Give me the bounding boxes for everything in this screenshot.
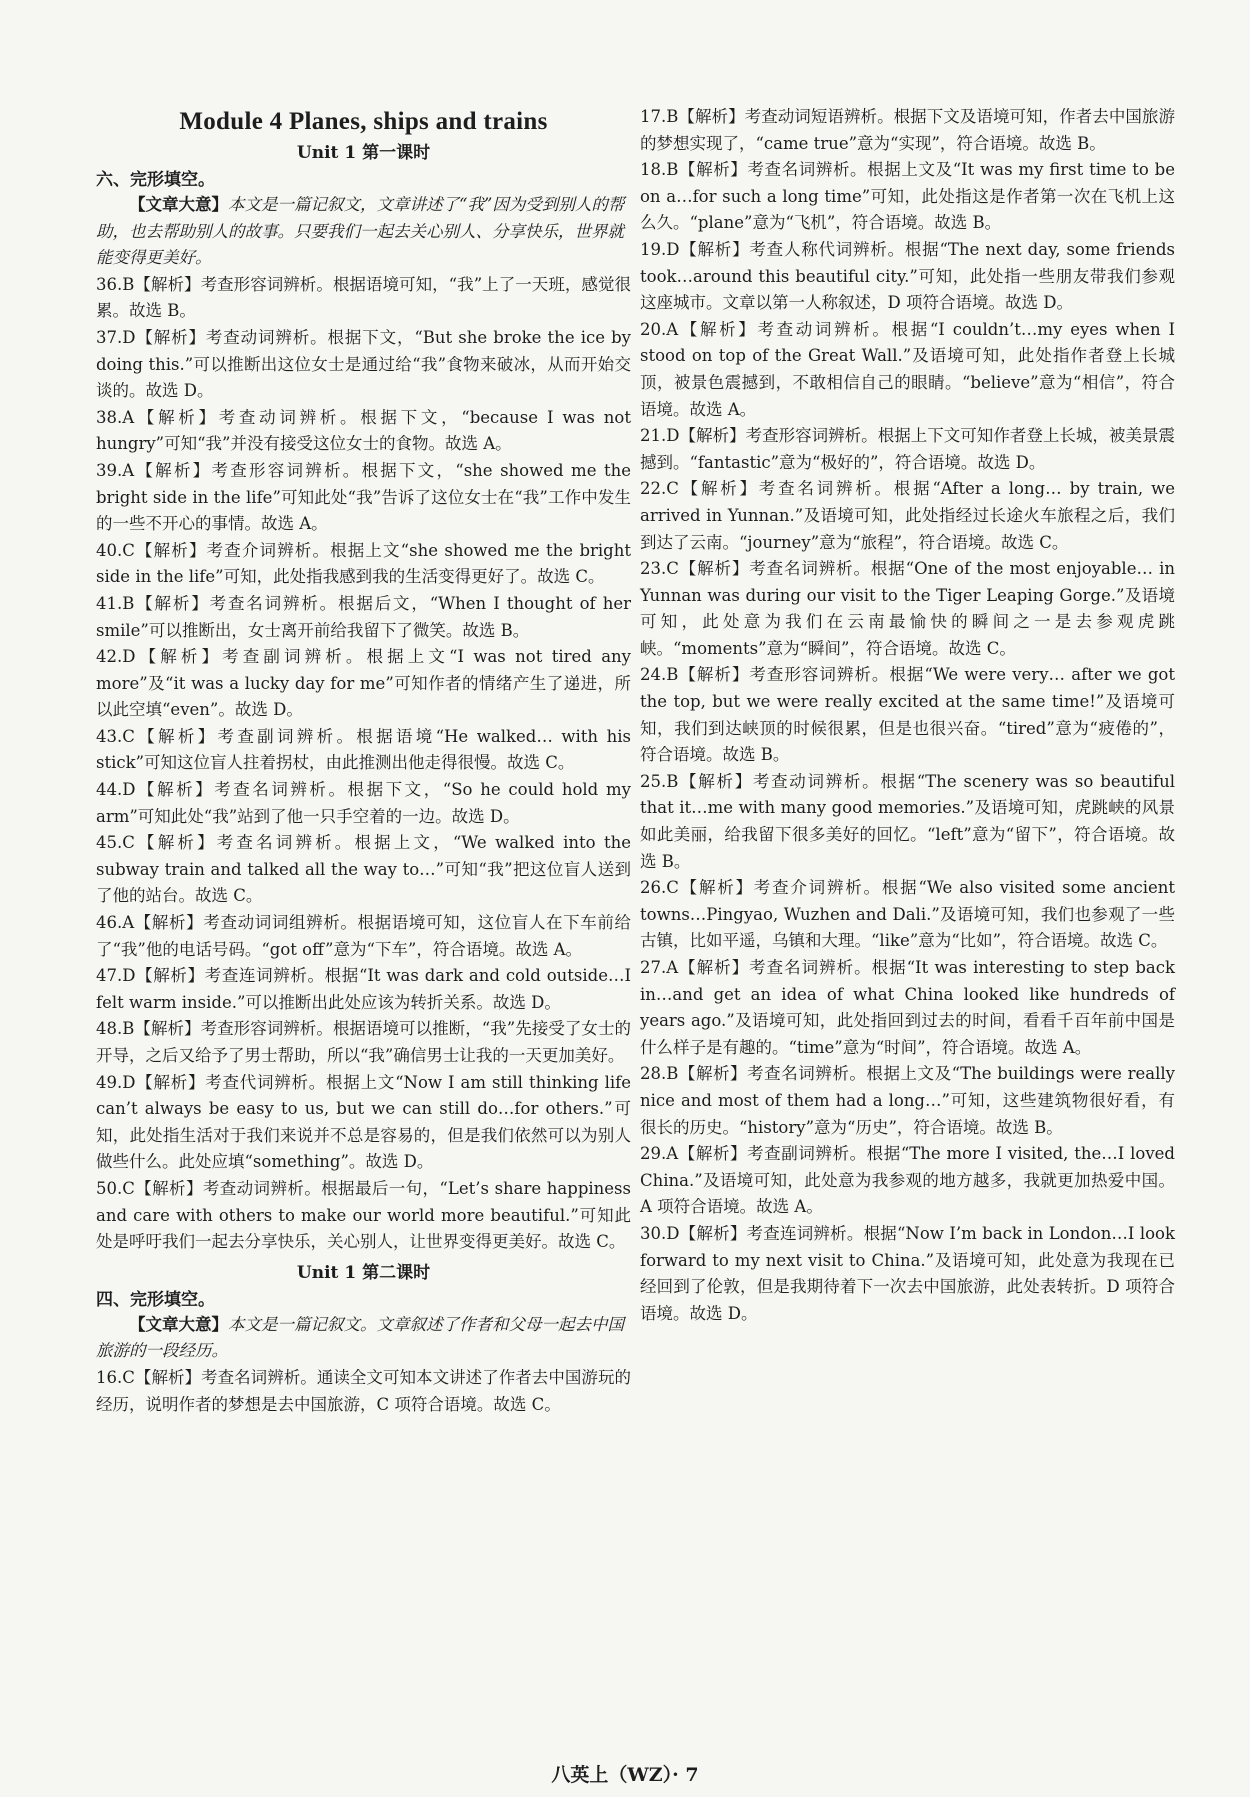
section-heading-6: 六、完形填空。 <box>96 170 215 190</box>
answer-item: 21.D【解析】考查形容词辨析。根据上下文可知作者登上长城，被美景震撼到。“fantastic”意为“极好的”，符合语境。故选 D。 <box>640 426 1175 472</box>
answer-item: 22.C【解析】考查名词辨析。根据“After a long… by train, we arrived in Yunnan.”及语境可知，此处指经过长途火车旅程之后，我们到达了云南。“journey”意为“旅程”，符合语境。故选 C。 <box>640 479 1175 552</box>
answer-item: 42.D【解析】考查副词辨析。根据上文“I was not tired any more”及“it was a lucky day for me”可知作者的情绪产生了递进，所以此空填“even”。故选 D。 <box>96 647 631 720</box>
answer-item: 49.D【解析】考查代词辨析。根据上文“Now I am still thinking life can’t always be easy to us, but we can still do…for others.”可知，此处指生活对于我们来说并不总是容易的，但是我们依然可以为别人做些什么。此处应填“something”。故选 D。 <box>96 1072 631 1172</box>
page-footer: 八英上（WZ）· 7 <box>551 1764 699 1786</box>
module-title: Module 4 Planes, ships and trains <box>179 108 548 135</box>
answer-item: 27.A【解析】考查名词辨析。根据“It was interesting to step back in…and get an idea of what China looked like hundreds of years ago.”及语境可知，此处指回到过去的时间，看看千百年前中国是什么样子是有趣的。“time”意为“时间”，符合语境。故选 A。 <box>640 958 1175 1057</box>
answer-item: 17.B【解析】考查动词短语辨析。根据下文及语境可知，作者去中国旅游的梦想实现了，“came true”意为“实现”，符合语境。故选 B。 <box>640 107 1175 153</box>
answer-item: 29.A【解析】考查副词辨析。根据“The more I visited, the…I loved China.”及语境可知，此处意为我参观的地方越多，我就更加热爱中国。A 项符合语境。故选 A。 <box>640 1144 1175 1217</box>
answer-item: 44.D【解析】考查名词辨析。根据下文，“So he could hold my arm”可知此处“我”站到了他一只手空着的一边。故选 D。 <box>96 780 631 826</box>
answer-item: 48.B【解析】考查形容词辨析。根据语境可以推断，“我”先接受了女士的开导，之后又给予了男士帮助，所以“我”确信男士让我的一天更加美好。 <box>96 1019 631 1065</box>
answer-item: 24.B【解析】考查形容词辨析。根据“We were very… after we got the top, but we were really excited at the same time!”及语境可知，我们到达峡顶的时候很累，但是也很兴奋。“tired”意为“疲倦的”，符合语境。故选 B。 <box>640 665 1175 765</box>
unit-title-lesson1: Unit 1 第一课时 <box>296 143 431 163</box>
answer-item: 38.A【解析】考查动词辨析。根据下文，“because I was not hungry”可知“我”并没有接受这位女士的食物。故选 A。 <box>96 407 631 454</box>
answer-item: 18.B【解析】考查名词辨析。根据上文及“It was my first time to be on a…for such a long time”可知，此处指这是作者第一次在飞机上这么久。“plane”意为“飞机”，符合语境。故选 B。 <box>640 160 1175 233</box>
answer-item: 46.A【解析】考查动词词组辨析。根据语境可知，这位盲人在下车前给了“我”他的电话号码。“got off”意为“下车”，符合语境。故选 A。 <box>96 913 631 959</box>
article-summary-2 <box>96 1312 631 1365</box>
answer-item: 16.C【解析】考查名词辨析。通读全文可知本文讲述了作者去中国游玩的经历，说明作者的梦想是去中国旅游，C 项符合语境。故选 C。 <box>96 1367 631 1414</box>
answer-item: 45.C【解析】考查名词辨析。根据上文，“We walked into the subway train and talked all the way to…”可知“我”把这位盲人送到了他的站台。故选 C。 <box>96 833 631 906</box>
answer-item: 19.D【解析】考查人称代词辨析。根据“The next day, some friends took…around this beautiful city.”可知，此处指一些朋友带我们参观这座城市。文章以第一人称叙述，D 项符合语境。故选 D。 <box>640 239 1175 313</box>
answer-list-left <box>96 272 631 1256</box>
answer-item: 43.C【解析】考查副词辨析。根据语境“He walked… with his stick”可知这位盲人拄着拐杖，由此推测出他走得很慢。故选 C。 <box>96 726 631 773</box>
answer-item: 28.B【解析】考查名词辨析。根据上文及“The buildings were really nice and most of them had a long…”可知，这些建筑物很好看，有很长的历史。“history”意为“历史”，符合语境。故选 B。 <box>640 1064 1175 1137</box>
answer-item: 37.D【解析】考查动词辨析。根据下文，“But she broke the ice by doing this.”可以推断出这位女士是通过给“我”食物来破冰，从而开始交谈的。故选 D。 <box>96 327 631 401</box>
answer-list-left-2 <box>96 1365 631 1418</box>
summary-text: 本文是一篇记叙文，文章讲述了“我”因为受到别人的帮助，也去帮助别人的故事。只要我们一起去关心别人、分享快乐，世界就能变得更美好。 <box>96 195 625 268</box>
answer-item: 41.B【解析】考查名词辨析。根据后文，“When I thought of her smile”可以推断出，女士离开前给我留下了微笑。故选 B。 <box>96 593 631 640</box>
summary-tag: 【文章大意】 <box>129 1314 228 1334</box>
section-heading-4: 四、完形填空。 <box>96 1289 215 1310</box>
right-column <box>640 104 1175 1327</box>
summary-tag: 【文章大意】 <box>129 195 228 214</box>
answer-item: 47.D【解析】考查连词辨析。根据“It was dark and cold outside…I felt warm inside.”可以推断出此处应该为转折关系。故选 D。 <box>96 966 631 1012</box>
answer-item: 23.C【解析】考查名词辨析。根据“One of the most enjoyable… in Yunnan was during our visit to the Tiger Leaping Gorge.”及语境可知，此处意为我们在云南最愉快的瞬间之一是去参观虎跳峡。“moments”意为“瞬间”，符合语境。故选 C。 <box>640 559 1175 658</box>
answer-item: 50.C【解析】考查动词辨析。根据最后一句，“Let’s share happiness and care with others to make our world more beautiful.”可知此处是呼吁我们一起去分享快乐，关心别人，让世界变得更美好。故选 C。 <box>96 1178 631 1252</box>
answer-item: 26.C【解析】考查介词辨析。根据“We also visited some ancient towns…Pingyao, Wuzhen and Dali.”及语境可知，我们也参观了一些古镇，比如平遥，乌镇和大理。“like”意为“比如”，符合语境。故选 C。 <box>640 878 1175 951</box>
article-summary-1 <box>96 192 631 272</box>
answer-item: 30.D【解析】考查连词辨析。根据“Now I’m back in London…I look forward to my next visit to China.”及语境可知，此处意为我现在已经回到了伦敦，但是我期待着下一次去中国旅游，此处表转折。D 项符合语境。故选 D。 <box>640 1223 1175 1323</box>
summary-text: 本文是一篇记叙文。文章叙述了作者和父母一起去中国旅游的一段经历。 <box>96 1314 624 1361</box>
answer-item: 25.B【解析】考查动词辨析。根据“The scenery was so beautiful that it…me with many good memories.”及语境可知，虎跳峡的风景如此美丽，给我留下很多美好的回忆。“left”意为“留下”，符合语境。故选 B。 <box>640 771 1175 871</box>
answer-item: 40.C【解析】考查介词辨析。根据上文“she showed me the bright side in the life”可知，此处指我感到我的生活变得更好了。故选 C。 <box>96 540 631 587</box>
left-column <box>96 100 631 1418</box>
answer-item: 39.A【解析】考查形容词辨析。根据下文，“she showed me the bright side in the life”可知此处“我”告诉了这位女士在“我”工作中发生的一些不开心的事情。故选 A。 <box>96 460 631 534</box>
answer-item: 20.A【解析】考查动词辨析。根据“I couldn’t…my eyes when I stood on top of the Great Wall.”及语境可知，此处指作者登上长城顶，被景色震撼到，不敢相信自己的眼睛。“believe”意为“相信”，符合语境。故选 A。 <box>640 319 1175 419</box>
answer-list-right <box>640 104 1175 1327</box>
unit-title-lesson2: Unit 1 第二课时 <box>296 1262 431 1283</box>
answer-item: 36.B【解析】考查形容词辨析。根据语境可知，“我”上了一天班，感觉很累。故选 B。 <box>96 274 631 321</box>
